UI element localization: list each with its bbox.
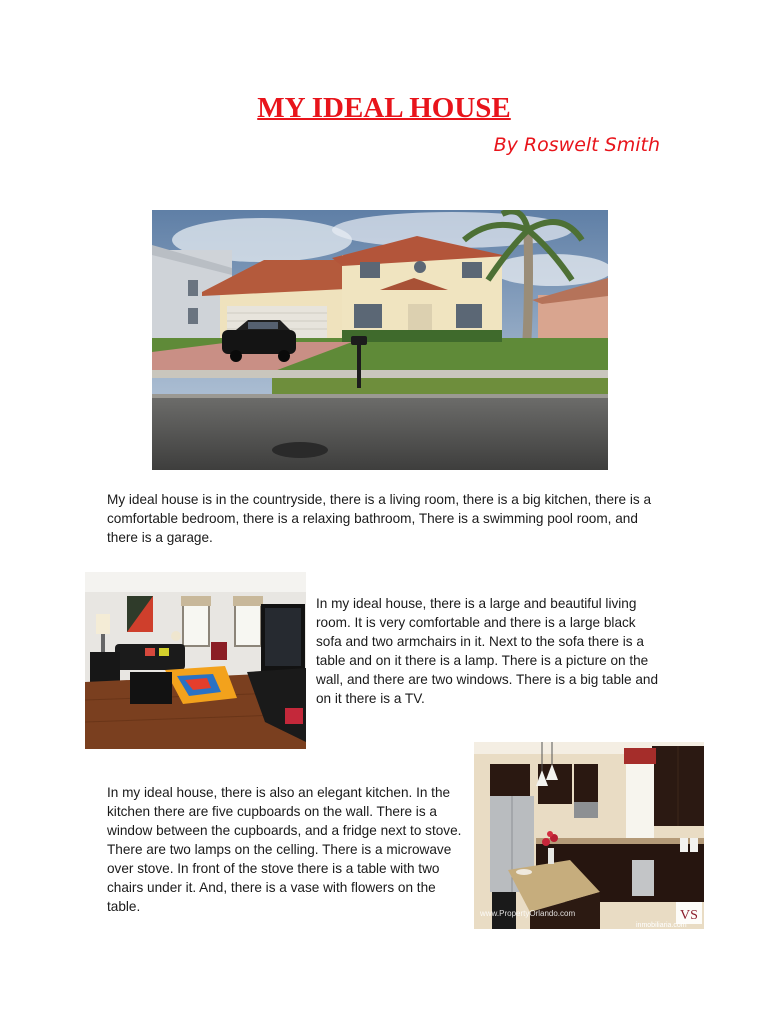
- kitchen-paragraph: In my ideal house, there is also an elegant kitchen. In the kitchen there are five cupboards on the wall. There is a window between the cupboards, and a fridge next to stove. There are two lamps on the celling. There is a microwave over stove. In front of the stove there is a table with two chairs under it. And, there is a vase with flowers on the table.: [107, 785, 462, 914]
- kitchen-photo: [474, 742, 704, 929]
- house-photo: [152, 210, 608, 470]
- kitchen-watermark-brand: inmobiliaria.com: [636, 922, 687, 929]
- kitchen-watermark-logo: VS: [680, 908, 698, 923]
- intro-paragraph: My ideal house is in the countryside, there is a living room, there is a big kitchen, there is a comfortable bedroom, there is a relaxing bathroom, There is a swimming pool room, and there is a garage.: [107, 492, 652, 545]
- author-byline: By Roswelt Smith: [493, 134, 660, 156]
- kitchen-watermark-site: www.PropertyOrlando.com: [480, 909, 576, 918]
- page-title: MY IDEAL HOUSE: [257, 92, 511, 124]
- living-room-photo: [85, 572, 306, 749]
- living-room-paragraph: In my ideal house, there is a large and beautiful living room. It is very comfortable and there is a large black sofa and two armchairs in it. Next to the sofa there is a table and on it there is a lamp. There is a picture on the wall, and there are two windows. There is a big table and on it there is a TV.: [316, 596, 659, 706]
